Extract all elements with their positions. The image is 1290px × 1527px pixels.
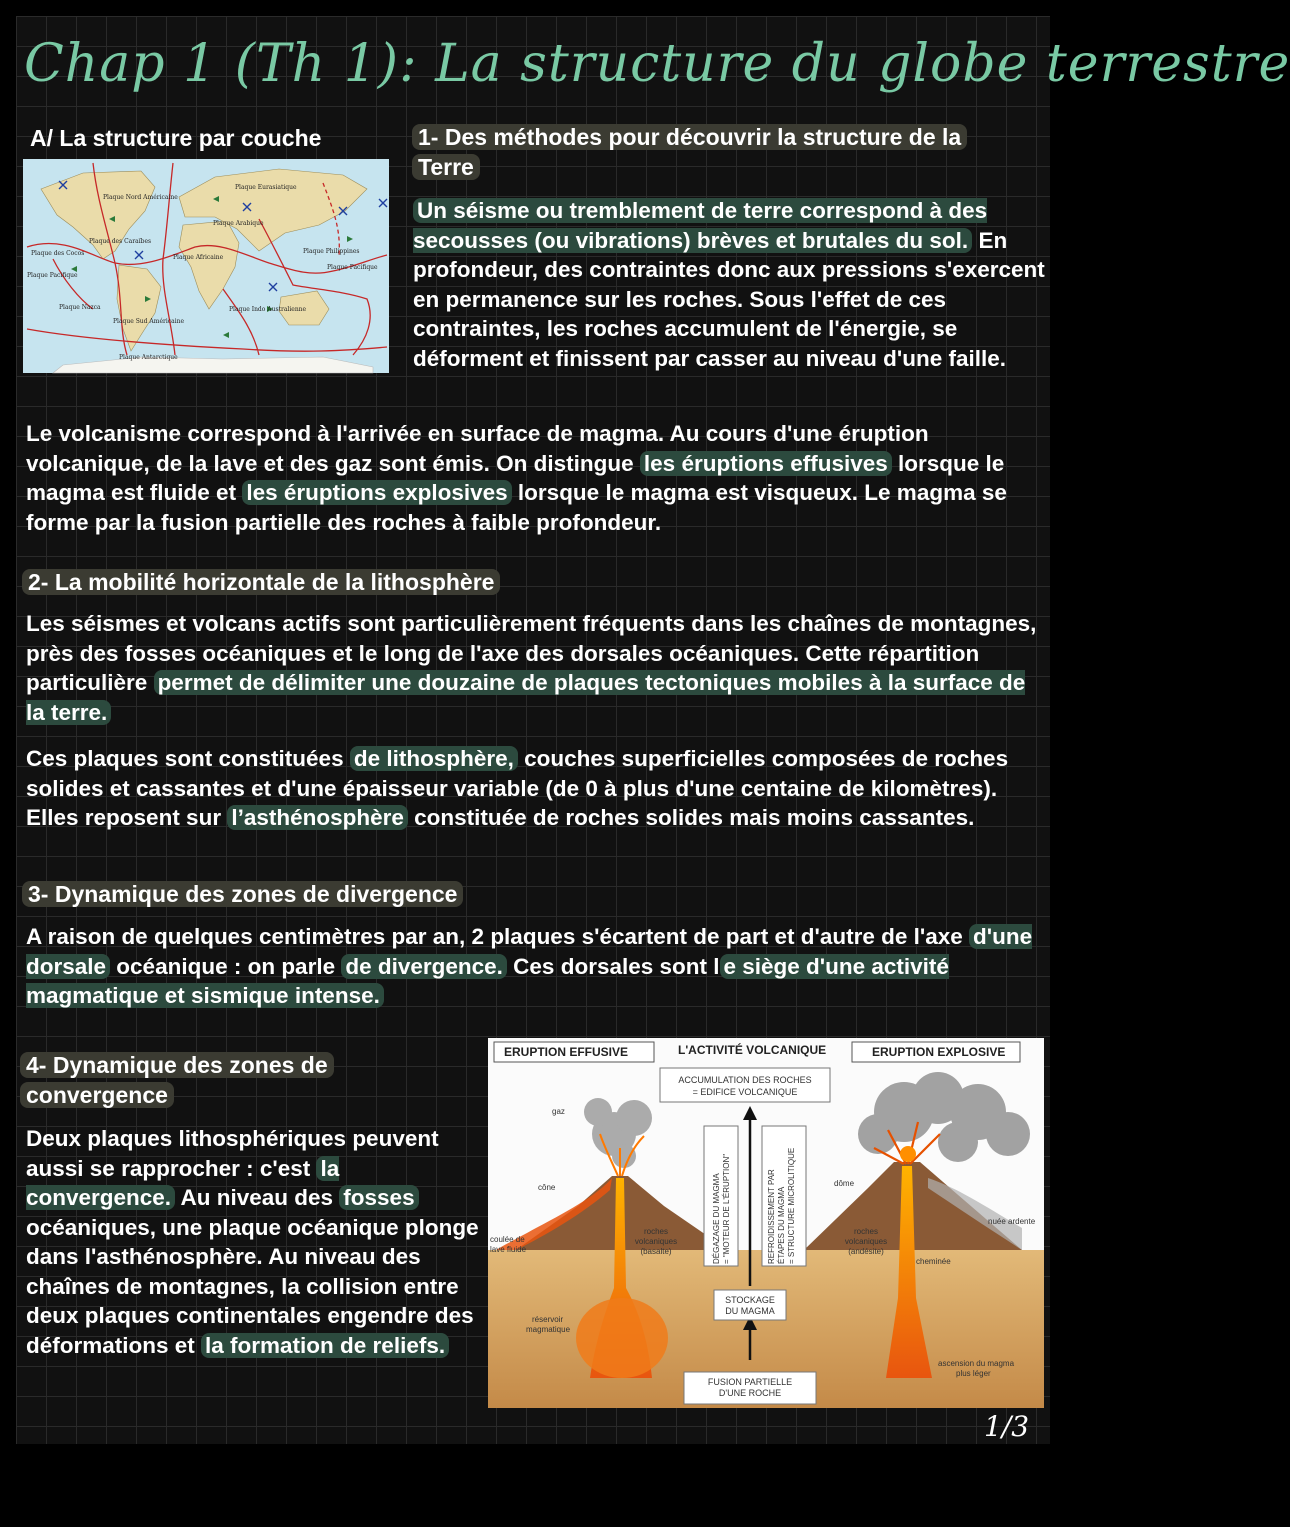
label-dome: dôme [834, 1179, 855, 1188]
header-explosive-eruption: ERUPTION EXPLOSIVE [872, 1045, 1006, 1059]
divergence-text-c: Ces dorsales sont l [506, 953, 720, 979]
plate-boundary-line [53, 259, 93, 309]
label-caribbean-plate: Plaque des Caraïbes [89, 238, 152, 245]
section-2-paragraph-1 [26, 609, 1050, 727]
plate-marker [379, 199, 387, 207]
volcanism-text-c: lorsque le magma est visqueux. Le magma se forme par la fusion partielle des roches à faible profondeur. [26, 480, 1007, 535]
gas-cloud [584, 1098, 612, 1126]
gas-cloud [612, 1144, 636, 1168]
africa-landmass [179, 221, 239, 309]
label-chimney: cheminée [916, 1257, 951, 1266]
notebook-page [16, 16, 1290, 1444]
plates-text-b: couches superficielles composées de roches solides et cassantes et d'une épaisseur variable (de 0 à plus d'une centaine de kilomètres). Elles reposent sur [26, 746, 1009, 830]
explosive-eruptions-highlight: les éruptions explosives [242, 480, 511, 505]
cooling-line1: REFROIDISSEMENT PAR [767, 1169, 776, 1264]
section-4-heading [20, 1050, 334, 1110]
label-lava-flow-line1: coulée de [490, 1235, 525, 1244]
label-andesite-line2: volcaniques [844, 1237, 888, 1246]
label-volcanic-rocks-line1: roches [643, 1227, 669, 1236]
page-number: 1/3 [984, 1410, 1030, 1443]
tectonic-plates-map [23, 159, 389, 373]
section-a-heading-text: A/ La structure par couche [30, 125, 322, 151]
section-a-heading [30, 123, 321, 153]
degassing-box [704, 1126, 738, 1266]
relief-formation-highlight: la formation de reliefs. [201, 1333, 449, 1358]
degassing-line1: DÉGAZAGE DU MAGMA [712, 1173, 721, 1264]
label-antarctic-plate: Plaque Antarctique [119, 354, 178, 361]
section-1-heading [412, 122, 1042, 182]
label-pacific-plate-west: Plaque Pacifique [27, 272, 78, 279]
accumulation-line1: ACCUMULATION DES ROCHES [678, 1075, 812, 1085]
volcanism-text-b: lorsque le magma est fluide et [26, 450, 1005, 505]
label-south-american-plate: Plaque Sud Américaine [113, 318, 185, 325]
effusive-eruptions-highlight: les éruptions effusives [640, 451, 892, 476]
section-3-heading-text: 3- Dynamique des zones de divergence [22, 881, 463, 907]
label-gas: gaz [552, 1107, 565, 1116]
volcanism-text-a: Le volcanisme correspond à l'arrivée en surface de magma. Au cours d'une éruption volcanique, de la lave et des gaz sont émis. On distingue [26, 421, 929, 476]
convergence-text-a: Deux plaques lithosphériques peuvent aussi se rapprocher : c'est [26, 1126, 439, 1181]
section-1-heading-line1: 1- Des méthodes pour découvrir la structure de la [412, 124, 967, 150]
label-pyroclastic-flow: nuée ardente [988, 1217, 1036, 1226]
section-1-heading-line2: Terre [412, 154, 480, 180]
label-volcanic-rocks-line3: (basalte) [640, 1247, 672, 1256]
section-2-heading-text: 2- La mobilité horizontale de la lithosphère [22, 569, 500, 595]
plates-text-a: Ces plaques sont constituées [26, 746, 350, 771]
label-north-american-plate: Plaque Nord Américaine [103, 194, 178, 201]
magma-reservoir [576, 1298, 668, 1378]
label-philippine-plate: Plaque Philippines [303, 248, 360, 255]
section-4-heading-line1: 4- Dynamique des zones de [20, 1052, 334, 1078]
header-volcanic-activity: L'ACTIVITÉ VOLCANIQUE [678, 1043, 827, 1057]
section-4-paragraph [26, 1124, 488, 1360]
volcanic-activity-svg [488, 1038, 1044, 1408]
fusion-line1: FUSION PARTIELLE [707, 1377, 793, 1387]
plates-text-c: constituée de roches solides mais moins cassantes. [407, 805, 975, 830]
divergence-text-b: océanique : on parle [110, 953, 342, 979]
antarctica-landmass [53, 357, 373, 373]
plates-delimit-highlight: permet de délimiter une douzaine de plaques tectoniques mobiles à la surface de la terre. [26, 670, 1026, 725]
plate-marker [135, 251, 143, 259]
asthenosphere-highlight: l’asthénosphère [227, 805, 408, 830]
label-ascension-line2: plus léger [956, 1369, 991, 1378]
trenches-highlight: fosses [339, 1185, 418, 1210]
section-3-heading [22, 879, 463, 909]
world-map-svg [23, 159, 389, 373]
label-volcanic-rocks-line2: volcaniques [634, 1237, 678, 1246]
label-reservoir-line2: magmatique [526, 1325, 571, 1334]
explosion-core [900, 1146, 916, 1162]
degassing-line2: = "MOTEUR DE L'ÉRUPTION" [722, 1153, 731, 1264]
storage-line1: STOCKAGE [725, 1295, 775, 1305]
convergence-text-b: Au niveau des [175, 1185, 340, 1210]
convergence-text-c: océaniques, une plaque océanique plonge dans l'asthénosphère. Au niveau des chaînes de montagnes, la collision entre deux plaques continentales engendre des déformations et [26, 1214, 479, 1358]
section-2-heading [22, 567, 500, 597]
fusion-line2: D'UNE ROCHE [718, 1388, 782, 1398]
section-4-heading-line2: convergence [20, 1082, 174, 1108]
label-african-plate: Plaque Africaine [173, 254, 224, 261]
accumulation-line2: = EDIFICE VOLCANIQUE [692, 1087, 798, 1097]
section-2-paragraph-2 [26, 744, 1050, 833]
ash-cloud [986, 1112, 1030, 1156]
earthquake-definition-highlight: Un séisme ou tremblement de terre correspond à des secousses (ou vibrations) brèves et brutales du sol. [413, 198, 988, 253]
gas-cloud [616, 1100, 652, 1136]
cooling-line2: ÉTAPES DU MAGMA [777, 1186, 786, 1264]
ash-cloud [938, 1122, 978, 1162]
label-lava-flow-line2: lave fluide [490, 1245, 527, 1254]
magmatic-activity-highlight: e siège d'une activité magmatique et sismique intense. [26, 953, 949, 1008]
section-1-volcanism-paragraph [26, 419, 1050, 537]
divergence-text-a: A raison de quelques centimètres par an, 2 plaques s'écartent de part et d'autre de l'axe [26, 924, 970, 949]
ash-cloud [858, 1114, 898, 1154]
divergence-highlight: de divergence. [341, 954, 507, 979]
label-pacific-plate-east: Plaque Pacifique [327, 264, 378, 271]
label-andesite-line3: (andésite) [848, 1247, 884, 1256]
label-nazca-plate: Plaque Nazca [59, 304, 101, 311]
page-title: Chap 1 (Th 1): La structure du globe terrestre [24, 34, 1290, 94]
label-cocos-plate: Plaque des Cocos [31, 250, 85, 257]
label-arabian-plate: Plaque Arabique [213, 220, 264, 227]
label-andesite-line1: roches [853, 1227, 879, 1236]
header-effusive-eruption: ERUPTION EFFUSIVE [504, 1045, 629, 1059]
motion-arrow [347, 236, 353, 242]
label-indo-australian-plate: Plaque Indo Australienne [229, 306, 307, 313]
lithosphere-highlight: de lithosphère, [350, 746, 518, 771]
label-ascension-line1: ascension du magma [938, 1359, 1015, 1368]
plate-marker [269, 283, 277, 291]
convergence-highlight: la convergence. [26, 1155, 340, 1210]
section-1-earthquake-paragraph [413, 196, 1053, 373]
storage-line2: DU MAGMA [725, 1306, 775, 1316]
distribution-text: Les séismes et volcans actifs sont particulièrement fréquents dans les chaînes de montagnes, près des fosses océaniques et le long de l'axe des dorsales océaniques. Cette répartition particulière [26, 611, 1037, 695]
motion-arrow [223, 332, 229, 338]
north-america-landmass [41, 171, 155, 259]
section-3-paragraph [26, 922, 1050, 1011]
label-reservoir-line1: réservoir [532, 1315, 564, 1324]
earthquake-explanation-text: En profondeur, des contraintes donc aux pressions s'exercent en permanence sur les roches. Sous l'effet de ces contraintes, les roches accumulent de l'énergie, se déforment et finissent par casser au niveau d'une faille. [413, 227, 1045, 371]
ridge-highlight: d'une dorsale [26, 924, 1033, 979]
label-cone: cône [538, 1183, 556, 1192]
cooling-line3: = STRUCTURE MICROLITIQUE [787, 1147, 796, 1264]
volcanic-activity-diagram [488, 1038, 1044, 1408]
label-eurasian-plate: Plaque Eurasiatique [235, 184, 297, 191]
